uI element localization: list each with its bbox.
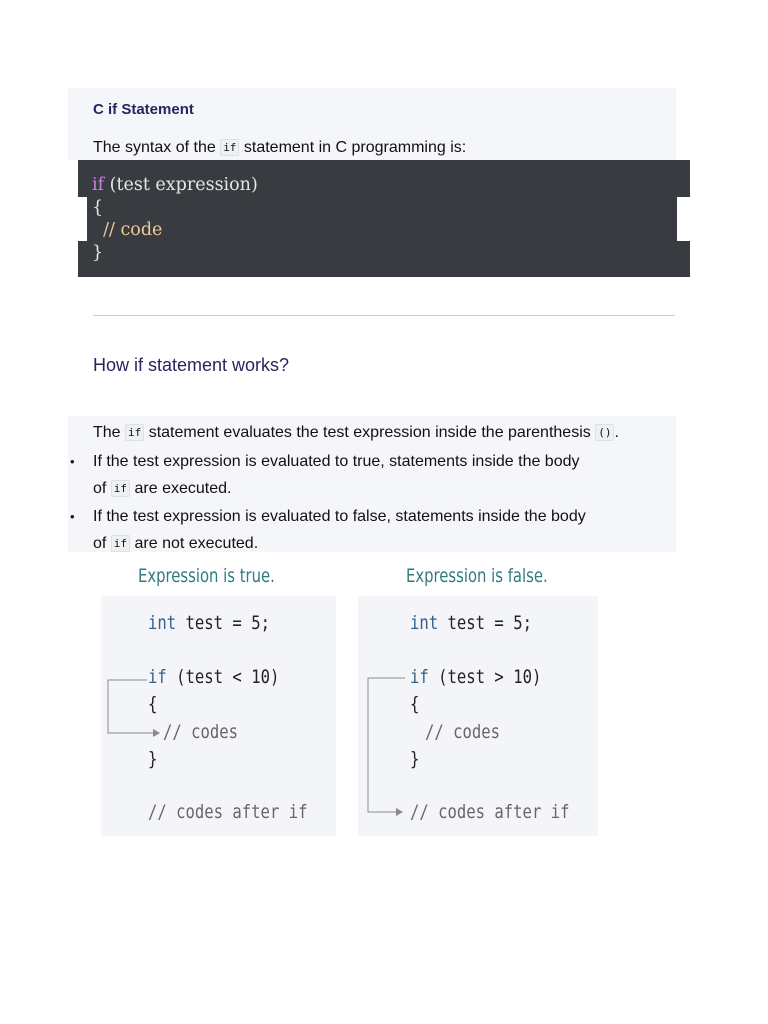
inline-code-parens: () (595, 424, 614, 441)
diagram-false-decl: test = 5; (438, 612, 532, 634)
bullet-line2-before: of (93, 535, 111, 552)
code-close-brace: } (92, 242, 104, 263)
bullet-dot: • (70, 454, 75, 469)
bullet-dot: • (70, 509, 75, 524)
bullet-list (68, 448, 648, 558)
diagram-false-declaration (410, 612, 532, 634)
diagram-false-codes: // codes (425, 721, 501, 743)
explanation-after: . (614, 424, 619, 441)
explanation-before: The (93, 424, 126, 441)
code-open-brace: { (92, 197, 104, 218)
explanation-text (93, 424, 619, 442)
diagram-true-decl: test = 5; (176, 612, 270, 634)
code-block-left-notch (78, 197, 87, 241)
inline-code-if: if (111, 535, 130, 552)
diagram-true-int: int (148, 612, 177, 634)
inline-code-if: if (125, 424, 144, 441)
diagram-true-close-brace: } (148, 748, 158, 770)
bullet-line2-after: are not executed. (130, 535, 259, 552)
code-comment: // code (92, 220, 163, 240)
diagram-false-open-brace: { (410, 693, 420, 715)
code-block-text (92, 174, 258, 264)
intro-text-after: statement in C programming is: (239, 139, 467, 156)
diagram-false-if-line (410, 666, 541, 688)
code-block-right-notch (677, 197, 690, 241)
diagram-false-after: // codes after if (410, 801, 570, 823)
diagram-true-declaration (148, 612, 270, 634)
explanation-middle: statement evaluates the test expression inside the parenthesis (144, 424, 596, 441)
diagram-true-open-brace: { (148, 693, 158, 715)
diagram-true-title: Expression is true. (138, 565, 275, 587)
diagram-true-after: // codes after if (148, 801, 308, 823)
code-block (78, 160, 690, 277)
section-divider (93, 315, 675, 316)
intro-text (93, 139, 466, 157)
list-item (68, 448, 648, 502)
diagram-true-if-line (148, 666, 279, 688)
inline-code-if: if (220, 139, 239, 156)
section-heading: How if statement works? (93, 355, 290, 375)
diagram-false-if: if (410, 666, 429, 688)
bullet-line1: If the test expression is evaluated to false, statements inside the body (93, 508, 586, 525)
diagram-true-codes: // codes (163, 721, 239, 743)
diagram-true-if: if (148, 666, 167, 688)
bullet-line2-after: are executed. (130, 480, 232, 497)
bullet-line1: If the test expression is evaluated to true, statements inside the body (93, 453, 580, 470)
intro-text-before: The syntax of the (93, 139, 221, 156)
diagram-false-title: Expression is false. (406, 565, 548, 587)
diagram-false-int: int (410, 612, 439, 634)
bullet-line2-before: of (93, 480, 111, 497)
inline-code-if: if (111, 480, 130, 497)
code-keyword-if: if (92, 175, 105, 195)
list-item (68, 503, 648, 557)
code-condition: (test expression) (104, 175, 258, 195)
diagram-true-cond: (test < 10) (166, 666, 280, 688)
page-title: C if Statement (93, 101, 194, 118)
diagram-false-close-brace: } (410, 748, 420, 770)
diagram-false-cond: (test > 10) (428, 666, 542, 688)
